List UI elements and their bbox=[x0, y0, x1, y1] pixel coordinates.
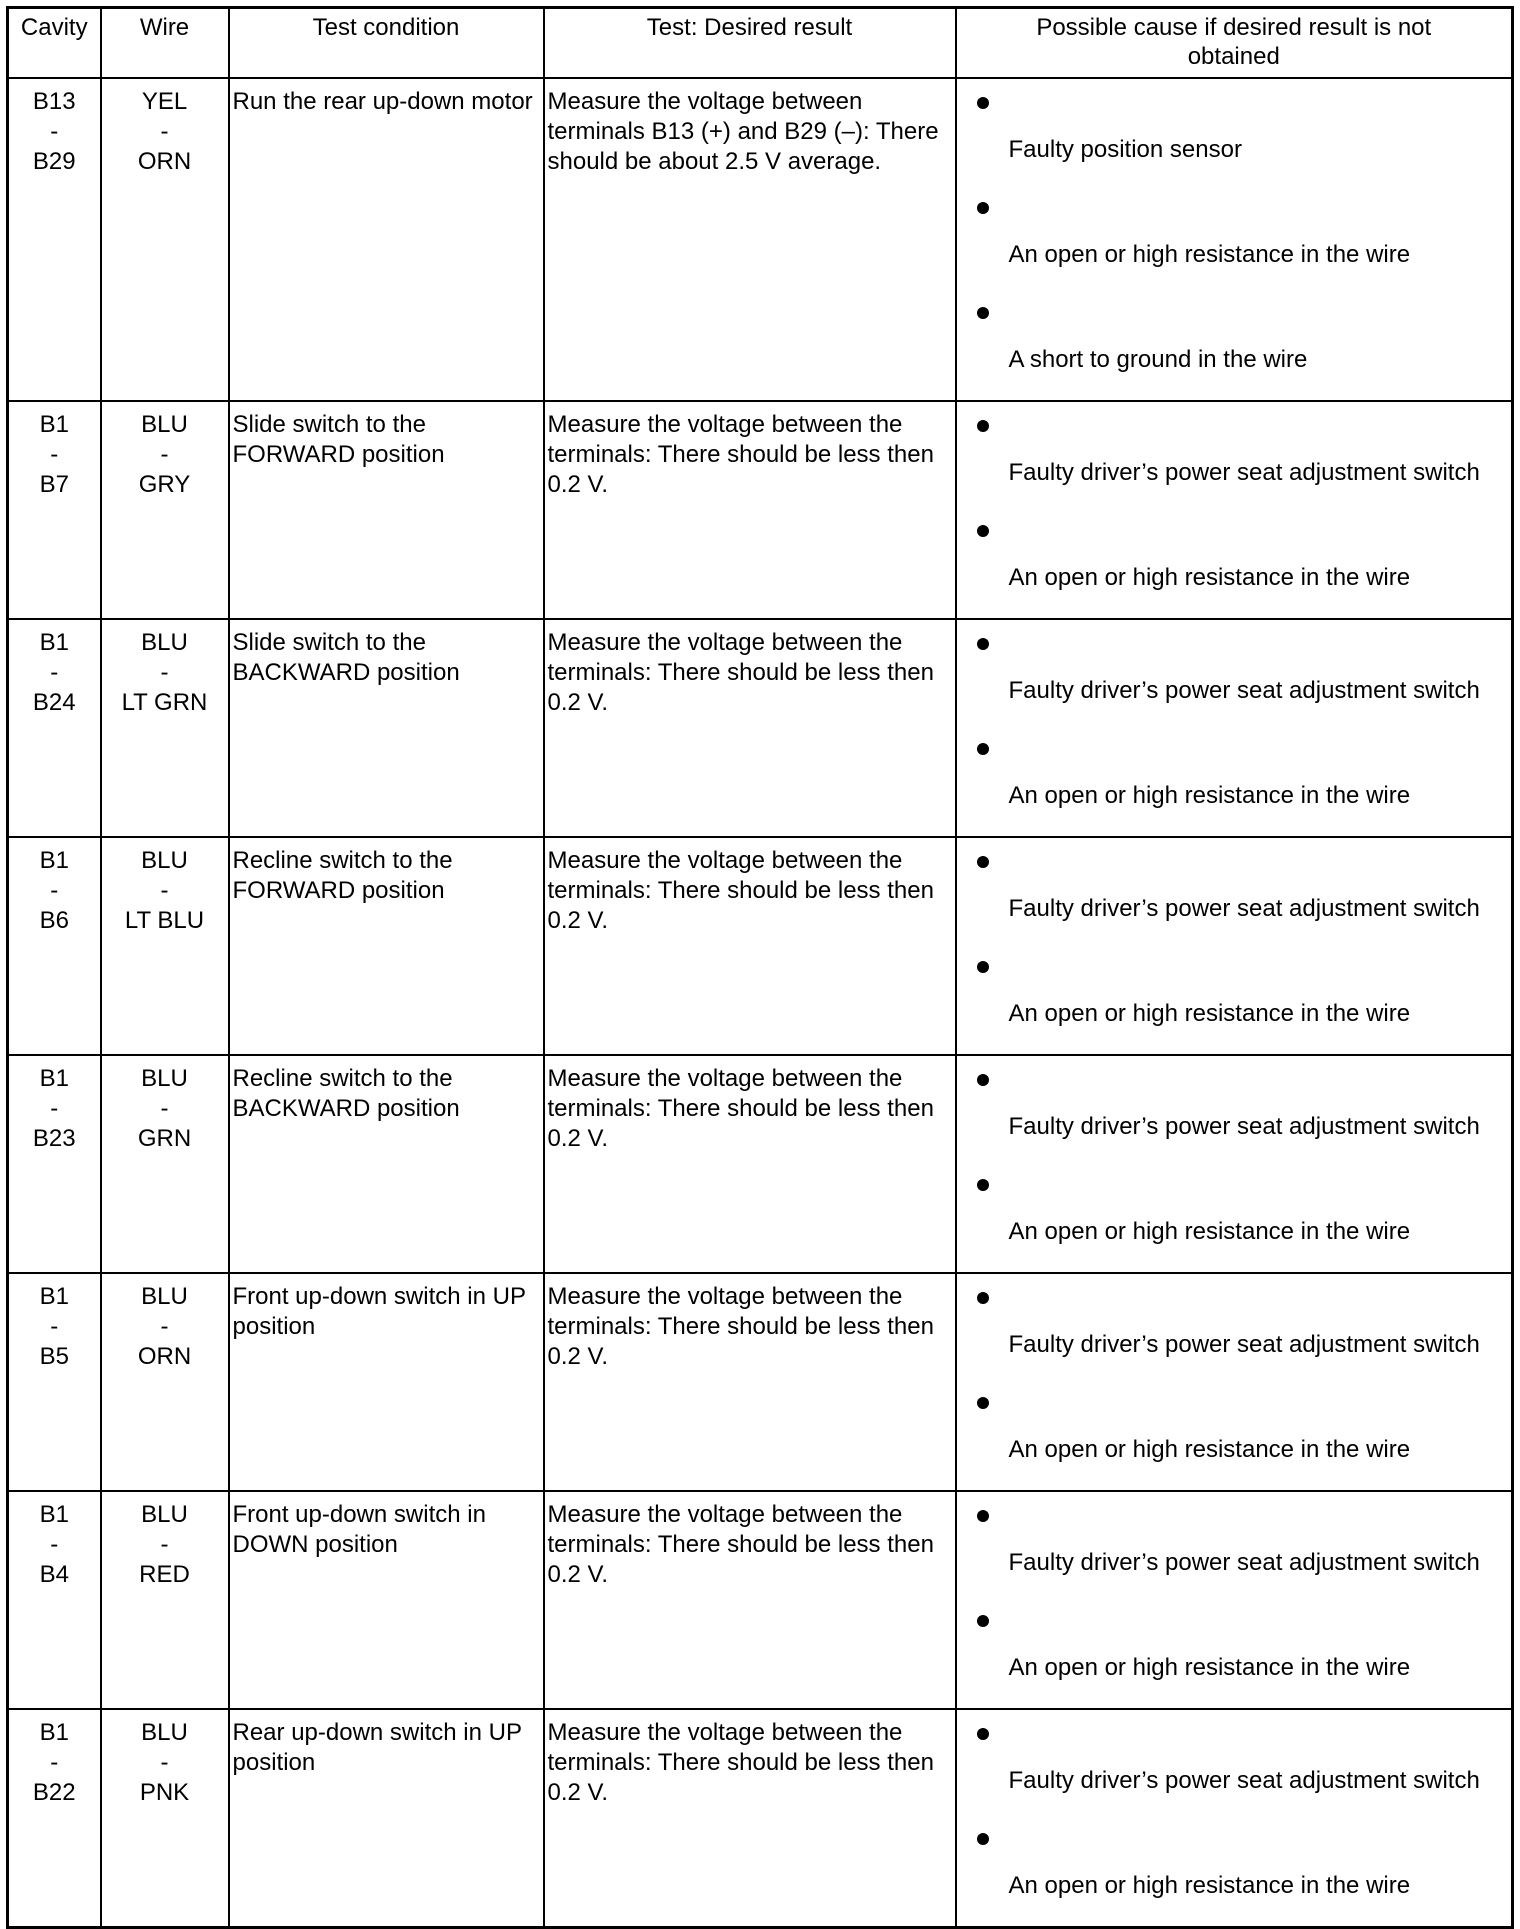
cavity-cell bbox=[8, 1273, 101, 1491]
test-condition-cell: Run the rear up-down motor bbox=[229, 78, 544, 401]
wire-cell bbox=[101, 1709, 229, 1928]
header-row bbox=[8, 8, 1513, 79]
cause-item bbox=[957, 1821, 1512, 1926]
wire-color-to: ORN bbox=[137, 148, 192, 175]
cause-item bbox=[957, 1280, 1512, 1385]
desired-result-cell: Measure the voltage between the terminals: There should be less then 0.2 V. bbox=[544, 1491, 956, 1709]
cavity-to: B24 bbox=[32, 689, 76, 716]
table-row bbox=[8, 837, 1513, 1055]
test-condition-cell: Front up-down switch in UP position bbox=[229, 1273, 544, 1491]
bullet-icon bbox=[977, 1074, 989, 1086]
cause-text: Faulty driver’s power seat adjustment switch bbox=[1008, 1331, 1480, 1358]
cause-item bbox=[957, 1603, 1512, 1708]
cavity-separator: - bbox=[50, 659, 59, 686]
wire-separator: - bbox=[160, 659, 169, 686]
cavity-separator: - bbox=[50, 1749, 59, 1776]
bullet-icon bbox=[977, 1397, 989, 1409]
possible-cause-cell bbox=[956, 1273, 1513, 1491]
wire-separator: - bbox=[160, 118, 169, 145]
wire-color-to: LT GRN bbox=[121, 689, 208, 716]
possible-cause-cell bbox=[956, 1491, 1513, 1709]
cause-text: An open or high resistance in the wire bbox=[1008, 1436, 1411, 1463]
test-condition-cell: Recline switch to the FORWARD position bbox=[229, 837, 544, 1055]
header-test-condition: Test condition bbox=[229, 8, 544, 79]
bullet-icon bbox=[977, 743, 989, 755]
bullet-icon bbox=[977, 97, 989, 109]
wire-separator: - bbox=[160, 1095, 169, 1122]
cavity-cell bbox=[8, 1709, 101, 1928]
wire-color-from: BLU bbox=[141, 1065, 188, 1092]
cavity-separator: - bbox=[50, 1531, 59, 1558]
wire-separator: - bbox=[160, 441, 169, 468]
cause-text: An open or high resistance in the wire bbox=[1008, 241, 1411, 268]
possible-cause-cell bbox=[956, 401, 1513, 619]
cause-item bbox=[957, 513, 1512, 618]
cavity-to: B22 bbox=[32, 1779, 76, 1806]
desired-result-cell: Measure the voltage between terminals B13 (+) and B29 (–): There should be about 2.5 V average. bbox=[544, 78, 956, 401]
test-condition-cell: Front up-down switch in DOWN position bbox=[229, 1491, 544, 1709]
cavity-from: B1 bbox=[39, 847, 69, 874]
circuit-test-table bbox=[6, 6, 1514, 1929]
wire-color-to: RED bbox=[139, 1561, 190, 1588]
cause-item bbox=[957, 731, 1512, 836]
cavity-to: B23 bbox=[32, 1125, 76, 1152]
cavity-cell bbox=[8, 837, 101, 1055]
table-body bbox=[8, 78, 1513, 1928]
cause-text: An open or high resistance in the wire bbox=[1008, 1000, 1411, 1027]
cause-item bbox=[957, 190, 1512, 295]
cavity-from: B1 bbox=[39, 629, 69, 656]
cause-text: Faulty position sensor bbox=[1008, 136, 1242, 163]
cause-text: An open or high resistance in the wire bbox=[1008, 1654, 1411, 1681]
wire-color-from: BLU bbox=[141, 411, 188, 438]
wire-color-from: YEL bbox=[141, 88, 188, 115]
wire-cell bbox=[101, 78, 229, 401]
test-condition-cell: Recline switch to the BACKWARD position bbox=[229, 1055, 544, 1273]
wire-color-from: BLU bbox=[141, 1501, 188, 1528]
wire-cell bbox=[101, 1491, 229, 1709]
cause-item bbox=[957, 1062, 1512, 1167]
wire-cell bbox=[101, 1055, 229, 1273]
table-row bbox=[8, 401, 1513, 619]
cavity-from: B1 bbox=[39, 1501, 69, 1528]
possible-cause-cell bbox=[956, 1709, 1513, 1928]
wire-color-from: BLU bbox=[141, 847, 188, 874]
cause-text: An open or high resistance in the wire bbox=[1008, 564, 1411, 591]
header-wire: Wire bbox=[101, 8, 229, 79]
table-row bbox=[8, 78, 1513, 401]
cause-text: Faulty driver’s power seat adjustment switch bbox=[1008, 459, 1480, 486]
cavity-cell bbox=[8, 78, 101, 401]
cause-item bbox=[957, 844, 1512, 949]
cavity-to: B4 bbox=[39, 1561, 69, 1588]
cause-text: An open or high resistance in the wire bbox=[1008, 1218, 1411, 1245]
bullet-icon bbox=[977, 1615, 989, 1627]
possible-cause-cell bbox=[956, 1055, 1513, 1273]
test-condition-cell: Rear up-down switch in UP position bbox=[229, 1709, 544, 1928]
test-condition-cell: Slide switch to the BACKWARD position bbox=[229, 619, 544, 837]
possible-cause-cell bbox=[956, 619, 1513, 837]
table-row bbox=[8, 1055, 1513, 1273]
possible-cause-cell bbox=[956, 78, 1513, 401]
cause-item bbox=[957, 1498, 1512, 1603]
cavity-from: B1 bbox=[39, 1283, 69, 1310]
cavity-from: B13 bbox=[32, 88, 76, 115]
cavity-from: B1 bbox=[39, 1065, 69, 1092]
wire-color-to: GRY bbox=[138, 471, 191, 498]
cause-item bbox=[957, 85, 1512, 190]
cavity-separator: - bbox=[50, 441, 59, 468]
possible-cause-cell bbox=[956, 837, 1513, 1055]
cause-text: Faulty driver’s power seat adjustment switch bbox=[1008, 1113, 1480, 1140]
desired-result-cell: Measure the voltage between the terminals: There should be less then 0.2 V. bbox=[544, 1273, 956, 1491]
header-cavity: Cavity bbox=[8, 8, 101, 79]
desired-result-cell: Measure the voltage between the terminals: There should be less then 0.2 V. bbox=[544, 401, 956, 619]
bullet-icon bbox=[977, 638, 989, 650]
cavity-from: B1 bbox=[39, 1719, 69, 1746]
cavity-to: B5 bbox=[39, 1343, 69, 1370]
wire-color-from: BLU bbox=[141, 1719, 188, 1746]
wire-color-to: ORN bbox=[137, 1343, 192, 1370]
cavity-separator: - bbox=[50, 877, 59, 904]
cause-text: Faulty driver’s power seat adjustment switch bbox=[1008, 895, 1480, 922]
cavity-cell bbox=[8, 1491, 101, 1709]
header-possible-cause: Possible cause if desired result is not obtained bbox=[956, 8, 1513, 79]
wire-cell bbox=[101, 1273, 229, 1491]
wire-cell bbox=[101, 619, 229, 837]
table-row bbox=[8, 1273, 1513, 1491]
cause-text: An open or high resistance in the wire bbox=[1008, 782, 1411, 809]
cavity-cell bbox=[8, 1055, 101, 1273]
bullet-icon bbox=[977, 1292, 989, 1304]
wire-cell bbox=[101, 837, 229, 1055]
bullet-icon bbox=[977, 202, 989, 214]
bullet-icon bbox=[977, 1179, 989, 1191]
bullet-icon bbox=[977, 1510, 989, 1522]
cause-text: A short to ground in the wire bbox=[1008, 346, 1308, 373]
cause-item bbox=[957, 1167, 1512, 1272]
wire-separator: - bbox=[160, 1313, 169, 1340]
cavity-to: B7 bbox=[39, 471, 69, 498]
bullet-icon bbox=[977, 420, 989, 432]
header-desired-result: Test: Desired result bbox=[544, 8, 956, 79]
cause-item bbox=[957, 408, 1512, 513]
desired-result-cell: Measure the voltage between the terminals: There should be less then 0.2 V. bbox=[544, 837, 956, 1055]
table-row bbox=[8, 1709, 1513, 1928]
cause-item bbox=[957, 626, 1512, 731]
bullet-icon bbox=[977, 856, 989, 868]
wire-color-from: BLU bbox=[141, 629, 188, 656]
cavity-cell bbox=[8, 619, 101, 837]
cause-item bbox=[957, 1716, 1512, 1821]
wire-separator: - bbox=[160, 1749, 169, 1776]
wire-separator: - bbox=[160, 877, 169, 904]
cavity-from: B1 bbox=[39, 411, 69, 438]
cavity-to: B29 bbox=[32, 148, 76, 175]
cavity-to: B6 bbox=[39, 907, 69, 934]
cavity-separator: - bbox=[50, 1095, 59, 1122]
cause-item bbox=[957, 1385, 1512, 1490]
bullet-icon bbox=[977, 1728, 989, 1740]
desired-result-cell: Measure the voltage between the terminals: There should be less then 0.2 V. bbox=[544, 1055, 956, 1273]
cavity-separator: - bbox=[50, 118, 59, 145]
cause-text: Faulty driver’s power seat adjustment switch bbox=[1008, 1549, 1480, 1576]
wire-separator: - bbox=[160, 1531, 169, 1558]
bullet-icon bbox=[977, 1833, 989, 1845]
bullet-icon bbox=[977, 961, 989, 973]
wire-cell bbox=[101, 401, 229, 619]
desired-result-cell: Measure the voltage between the terminals: There should be less then 0.2 V. bbox=[544, 1709, 956, 1928]
wire-color-from: BLU bbox=[141, 1283, 188, 1310]
cavity-separator: - bbox=[50, 1313, 59, 1340]
test-condition-cell: Slide switch to the FORWARD position bbox=[229, 401, 544, 619]
cause-item bbox=[957, 949, 1512, 1054]
cause-text: Faulty driver’s power seat adjustment switch bbox=[1008, 677, 1480, 704]
wire-color-to: LT BLU bbox=[124, 907, 205, 934]
bullet-icon bbox=[977, 525, 989, 537]
desired-result-cell: Measure the voltage between the terminals: There should be less then 0.2 V. bbox=[544, 619, 956, 837]
cause-text: An open or high resistance in the wire bbox=[1008, 1872, 1411, 1899]
cause-item bbox=[957, 295, 1512, 400]
table-row bbox=[8, 1491, 1513, 1709]
table-row bbox=[8, 619, 1513, 837]
cause-text: Faulty driver’s power seat adjustment switch bbox=[1008, 1767, 1480, 1794]
wire-color-to: PNK bbox=[139, 1779, 190, 1806]
wire-color-to: GRN bbox=[137, 1125, 192, 1152]
bullet-icon bbox=[977, 307, 989, 319]
cavity-cell bbox=[8, 401, 101, 619]
